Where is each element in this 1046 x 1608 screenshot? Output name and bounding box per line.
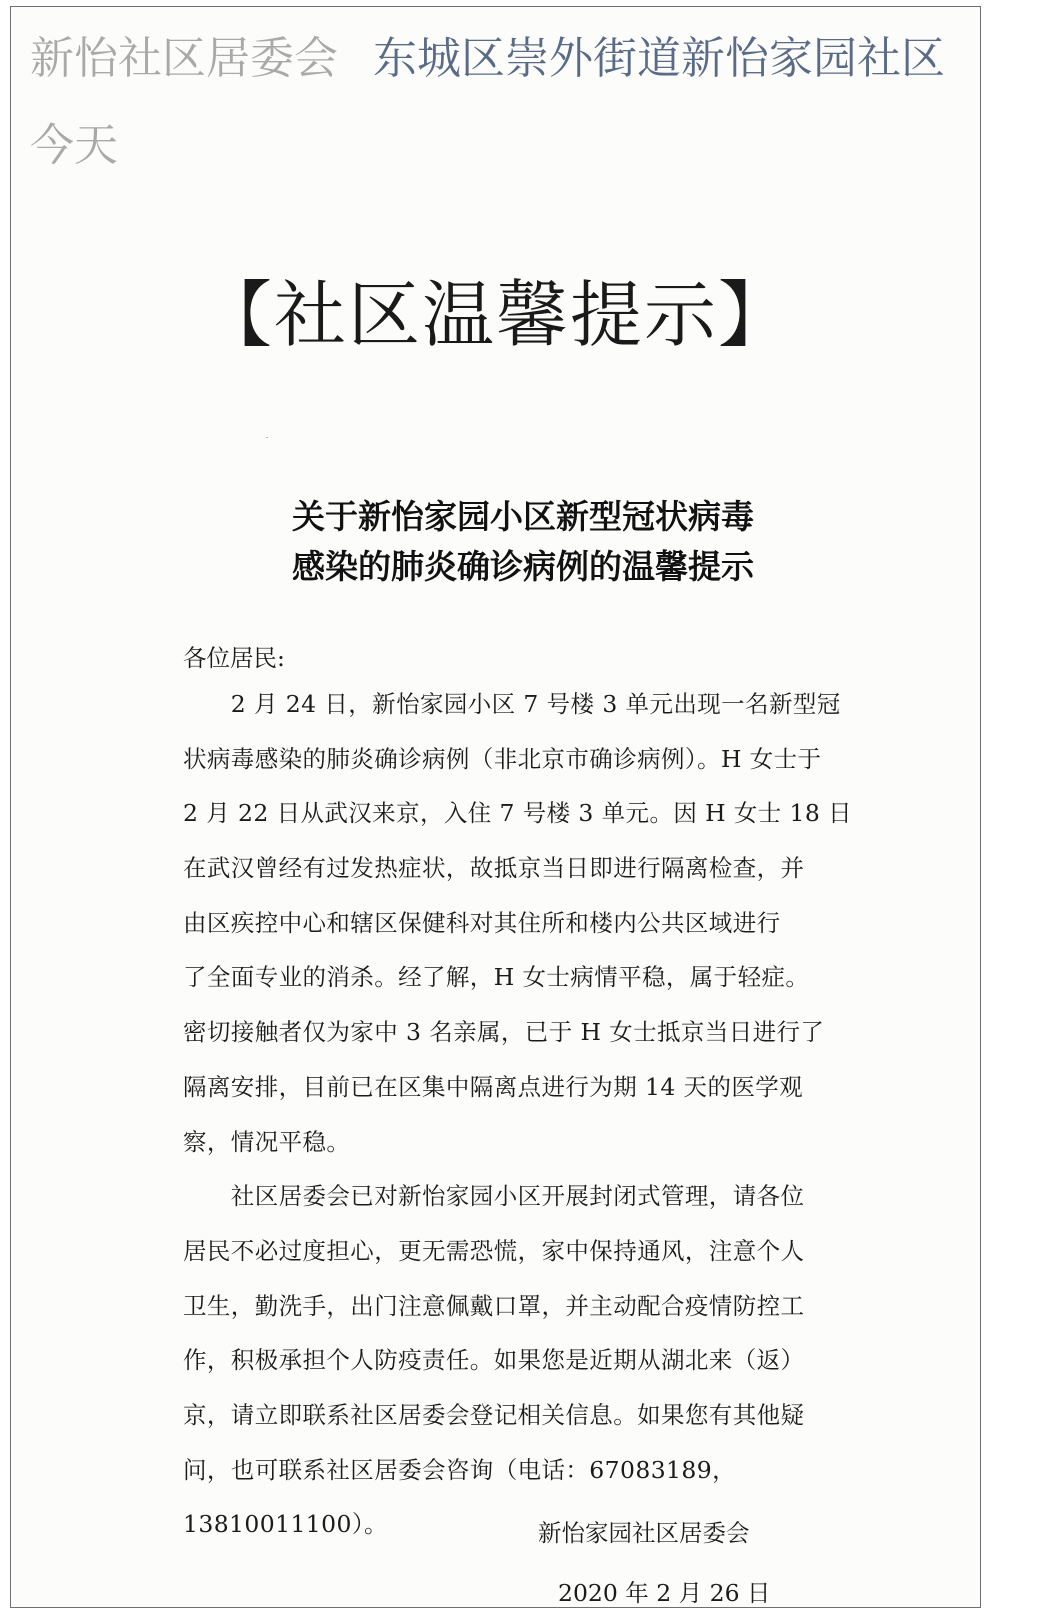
body-line: 卫生，勤洗手，出门注意佩戴口罩，并主动配合疫情防控工 [183,1291,805,1320]
greeting: 各位居民: [183,644,285,672]
notice-title-line: 感染的肺炎确诊病例的温馨提示 [292,547,754,586]
body-line: 察，情况平稳。 [183,1127,351,1156]
body-line: 隔离安排，目前已在区集中隔离点进行为期 14 天的医学观 [183,1072,804,1101]
body-line: 状病毒感染的肺炎确诊病例（非北京市确诊病例）。H 女士于 [183,744,822,773]
body-line: 由区疾控中心和辖区保健科对其住所和楼内公共区域进行 [183,908,781,937]
notice-title [0,492,1046,592]
body-line: 2 月 22 日从武汉来京，入住 7 号楼 3 单元。因 H 女士 18 日 [183,799,853,828]
body-line: 密切接触者仅为家中 3 名亲属，已于 H 女士抵京当日进行了 [183,1018,825,1047]
account-name[interactable]: 新怡社区居委会 [30,33,338,84]
publish-time: 今天 [30,120,118,171]
notice-date: 2020 年 2 月 26 日 [558,1579,771,1607]
body-line: 京，请立即联系社区居委会登记相关信息。如果您有其他疑 [183,1400,805,1429]
body-line: 问，也可联系社区居委会咨询（电话：67083189， [183,1455,737,1484]
notice-title-line: 关于新怡家园小区新型冠状病毒 [292,497,754,536]
body-line: 13810011100）。 [183,1510,388,1539]
source-link[interactable]: 东城区崇外街道新怡家园社区 [373,33,945,84]
body-line: 作，积极承担个人防疫责任。如果您是近期从湖北来（返） [183,1346,805,1375]
notice-banner: 【社区温馨提示】 [199,273,792,357]
body-line: 居民不必过度担心，更无需恐慌，家中保持通风，注意个人 [183,1236,805,1265]
body-line: 2 月 24 日，新怡家园小区 7 号楼 3 单元出现一名新型冠 [183,690,841,718]
scan-speck [266,437,268,438]
signature: 新怡家园社区居委会 [538,1519,750,1547]
body-line: 社区居委会已对新怡家园小区开展封闭式管理，请各位 [183,1182,805,1211]
notice-body [183,688,873,1563]
body-line: 了全面专业的消杀。经了解，H 女士病情平稳，属于轻症。 [183,963,810,992]
body-line: 在武汉曾经有过发热症状，故抵京当日即进行隔离检查，并 [183,854,805,883]
